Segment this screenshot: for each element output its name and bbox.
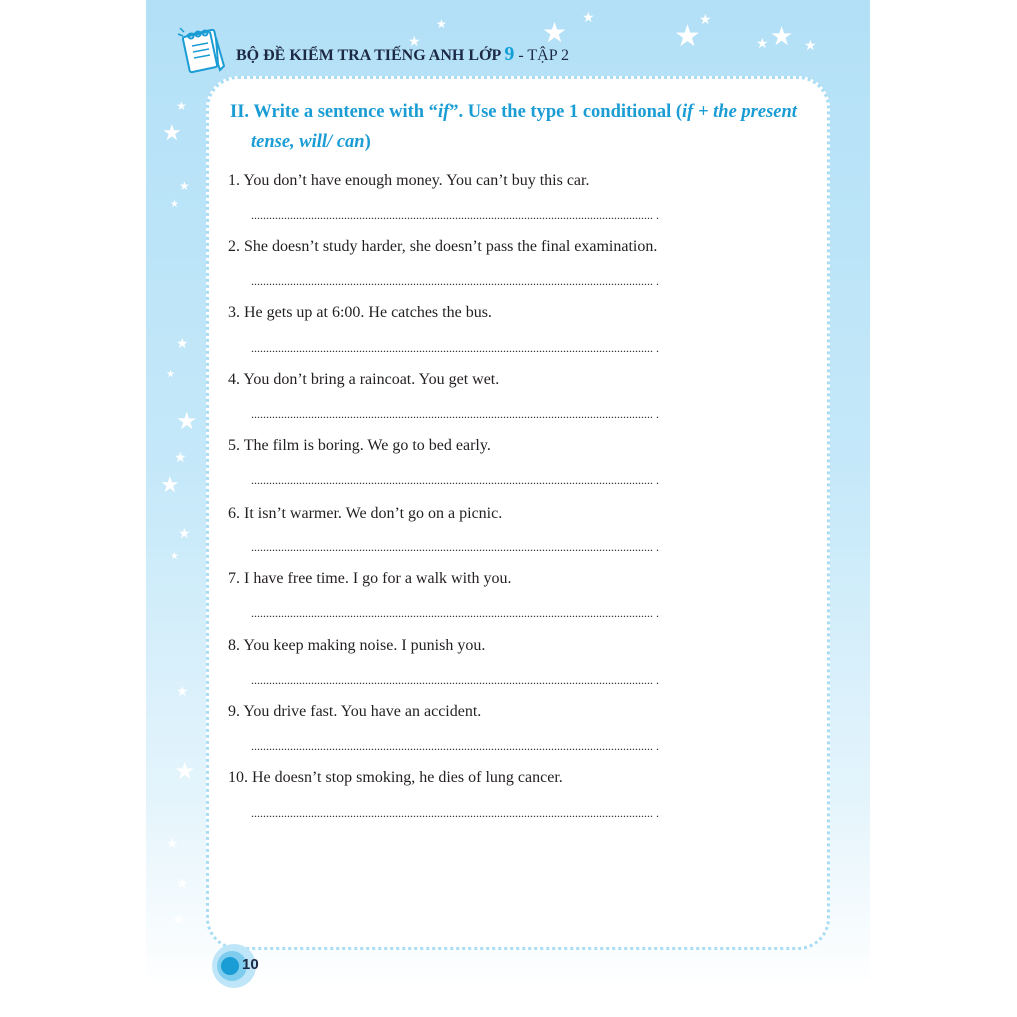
star-icon: ★ <box>408 35 421 50</box>
star-icon: ★ <box>176 877 189 892</box>
answer-line[interactable]: ...................................................................................................................................... . <box>251 274 659 288</box>
star-icon: ★ <box>172 913 185 928</box>
question-item: 4. You don’t bring a raincoat. You get wet. <box>228 371 500 388</box>
answer-line[interactable]: ...................................................................................................................................... . <box>251 473 659 487</box>
answer-line[interactable]: ...................................................................................................................................... . <box>251 806 659 820</box>
star-icon: ★ <box>699 13 712 28</box>
answer-line[interactable]: ...................................................................................................................................... . <box>251 739 659 753</box>
star-icon: ★ <box>674 20 701 53</box>
star-icon: ★ <box>176 337 189 352</box>
question-item: 1. You don’t have enough money. You can’t buy this car. <box>228 172 590 189</box>
star-icon: ★ <box>170 199 179 210</box>
question-item: 2. She doesn’t study harder, she doesn’t pass the final examination. <box>228 238 658 255</box>
star-icon: ★ <box>542 18 568 49</box>
star-icon: ★ <box>166 837 179 852</box>
star-icon: ★ <box>804 39 817 54</box>
header-title: BỘ ĐỀ KIỂM TRA TIẾNG ANH LỚP <box>236 47 505 64</box>
page-number: 10 <box>242 956 259 973</box>
answer-line[interactable]: ...................................................................................................................................... . <box>251 606 659 620</box>
question-item: 6. It isn’t warmer. We don’t go on a picnic. <box>228 505 503 522</box>
star-icon: ★ <box>174 759 196 785</box>
question-item: 5. The film is boring. We go to bed early. <box>228 437 491 454</box>
star-icon: ★ <box>176 99 187 113</box>
header-volume: - TẬP 2 <box>514 47 570 64</box>
question-item: 7. I have free time. I go for a walk with you. <box>228 570 512 587</box>
question-item: 10. He doesn’t stop smoking, he dies of lung cancer. <box>228 769 563 786</box>
question-item: 9. You drive fast. You have an accident. <box>228 703 482 720</box>
star-icon: ★ <box>166 369 175 380</box>
question-item: 8. You keep making noise. I punish you. <box>228 637 486 654</box>
star-icon: ★ <box>160 472 180 497</box>
answer-line[interactable]: ...................................................................................................................................... . <box>251 407 659 421</box>
star-icon: ★ <box>162 120 182 145</box>
book-header <box>236 43 569 66</box>
answer-line[interactable]: ...................................................................................................................................... . <box>251 341 659 355</box>
star-icon: ★ <box>436 17 447 31</box>
star-icon: ★ <box>176 409 198 435</box>
page-background <box>146 0 870 1017</box>
question-item: 3. He gets up at 6:00. He catches the bus. <box>228 304 492 321</box>
answer-line[interactable]: ...................................................................................................................................... . <box>251 540 659 554</box>
star-icon: ★ <box>179 179 190 193</box>
notebook-icon <box>174 24 232 80</box>
star-icon: ★ <box>770 22 794 51</box>
star-icon: ★ <box>178 527 191 542</box>
star-icon: ★ <box>170 551 179 562</box>
answer-line[interactable]: ...................................................................................................................................... . <box>251 208 659 222</box>
star-icon: ★ <box>582 11 595 26</box>
header-grade: 9 <box>504 43 515 65</box>
star-icon: ★ <box>176 685 189 700</box>
exercise-title: II. Write a sentence with “if”. Use the type 1 conditional (if + the present tense, will/ can) <box>230 102 797 152</box>
star-icon: ★ <box>174 451 187 466</box>
star-icon: ★ <box>756 37 769 52</box>
answer-line[interactable]: ...................................................................................................................................... . <box>251 673 659 687</box>
